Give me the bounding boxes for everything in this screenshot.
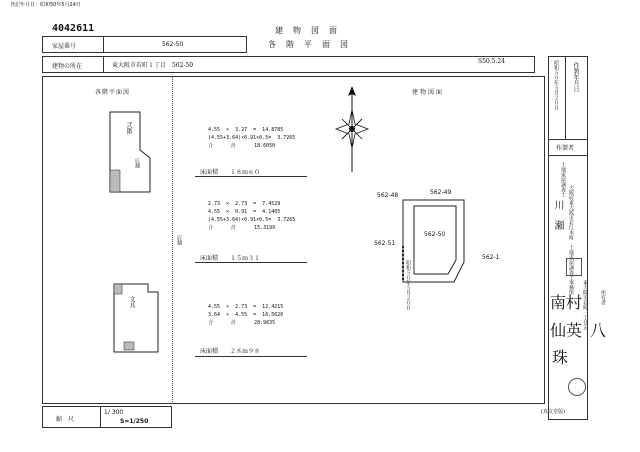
divider — [103, 36, 104, 53]
scale-value-stamp: S=1/250 — [120, 418, 149, 425]
floor3-label: 文具 — [128, 296, 135, 308]
location-value: 東大阪市若町１丁目 562-50 — [112, 62, 194, 69]
handwriting-name-4: 珠 — [552, 348, 569, 367]
lot-562-1: 562-1 — [482, 254, 500, 261]
floor3-calc: 4.55 × 2.73 = 12.4215 3.64 × 4.55 = 16.5620 合 計 28.9835 — [208, 304, 284, 326]
printer-stamp: (真文堂版) — [541, 409, 565, 415]
page-subtitle: 各 階 平 面 図 — [268, 40, 349, 49]
vertical-separator — [172, 76, 173, 404]
registration-date: 登記年月日：昭和50年5月24日 — [10, 2, 81, 8]
floor2-calc: 2.73 × 2.73 = 7.4529 4.55 × 0.91 = 4.1405 (4.55+3.64)×0.91×0.5= 3.7265 合 計 15.3199 — [208, 201, 296, 231]
lot-562-48: 562-48 — [377, 192, 399, 199]
divider — [565, 56, 566, 139]
owner-address: 東大阪市若町一丁目五 — [582, 280, 588, 330]
compass-icon — [332, 84, 372, 174]
floor1-shop-label: 店舗 — [134, 158, 140, 168]
floor1-calc: 4.55 × 3.27 = 14.8785 (4.55+3.64)×0.91×0.5= 3.7265 合 計 18.6050 — [208, 127, 296, 149]
handwriting-name-1: 南村 — [550, 293, 583, 312]
floor3-shape — [112, 282, 162, 354]
floor2-side-label: 店舗 — [176, 235, 182, 245]
author-office: 大阪府東大阪市若江本町 土地家屋調査士事務所 — [568, 185, 574, 295]
divider — [548, 155, 588, 156]
floor1-label: 弐階 — [125, 122, 132, 134]
lot-date: 昭和５０年５月２０日 — [405, 260, 411, 310]
divider — [103, 56, 104, 73]
floor-plans-title: 各階平面図 — [95, 89, 131, 96]
lot-562-51: 562-51 — [374, 240, 396, 247]
creation-date: 昭和５０年５月２０日 — [553, 60, 559, 110]
lot-562-50: 562-50 — [424, 231, 446, 238]
author-name: 川 瀬 — [552, 200, 563, 230]
divider — [100, 406, 101, 428]
handwriting-name-2: 仙英 — [550, 321, 583, 340]
floor3-area: 床面積 ２８ｍ９８ — [200, 348, 261, 355]
author-label: 作製者 — [556, 145, 575, 152]
owner-seal — [568, 378, 586, 396]
building-diagram-title: 建物図面 — [412, 89, 445, 96]
creation-date-label: 作製年月日 — [572, 62, 579, 92]
document-number: 4042611 — [52, 23, 95, 34]
handwriting-name-3: 八 — [590, 321, 607, 340]
divider — [548, 139, 588, 140]
house-number-label: 家屋番号 — [52, 43, 77, 50]
location-label: 建物の所在 — [52, 63, 83, 70]
floor2-underline — [195, 262, 307, 263]
author-seal — [566, 258, 582, 276]
floor2-area: 床面積 １５ｍ３１ — [200, 255, 261, 262]
floor1-area: 床面積 １８ｍ６０ — [200, 169, 261, 176]
floor1-underline — [195, 176, 307, 177]
house-number-value: 562-50 — [162, 41, 184, 48]
author-org: 土地家屋調査士 — [560, 162, 566, 197]
scale-value: 1/ 300 — [104, 409, 124, 416]
floor3-underline — [195, 356, 307, 357]
lot-562-49: 562-49 — [430, 189, 452, 196]
page-title: 建 物 図 面 — [275, 26, 338, 35]
handwritten-date: S50.5.24 — [478, 58, 506, 65]
owner-label: 所有者 — [600, 290, 606, 305]
scale-label: 縮 尺 — [56, 416, 75, 423]
